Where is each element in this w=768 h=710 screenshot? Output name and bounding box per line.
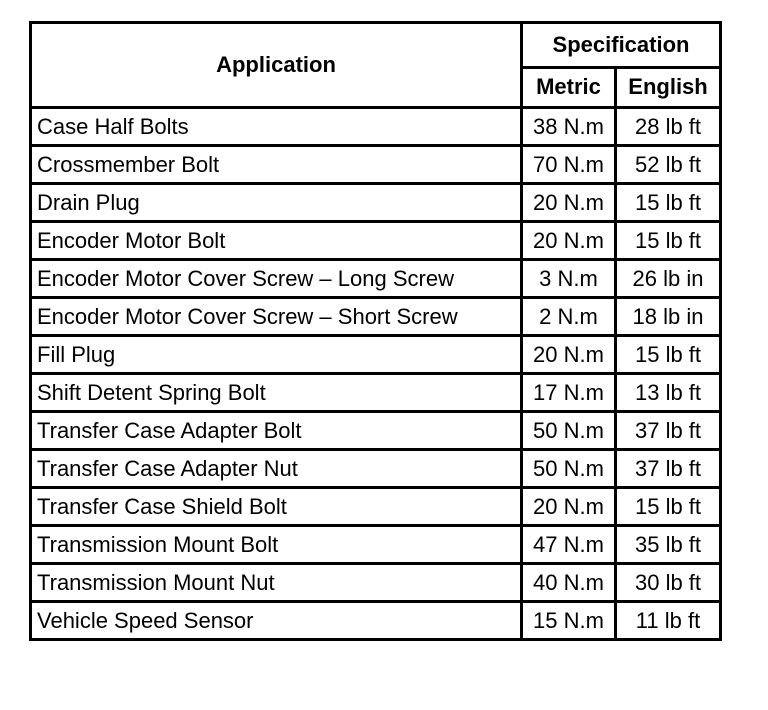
table-row xyxy=(31,564,721,602)
table-row xyxy=(31,108,721,146)
cell-english: 35 lb ft xyxy=(616,526,721,564)
cell-english: 15 lb ft xyxy=(616,184,721,222)
cell-application: Crossmember Bolt xyxy=(31,146,522,184)
cell-metric: 70 N.m xyxy=(522,146,616,184)
table-row xyxy=(31,260,721,298)
cell-english: 30 lb ft xyxy=(616,564,721,602)
cell-english: 13 lb ft xyxy=(616,374,721,412)
cell-english: 37 lb ft xyxy=(616,450,721,488)
cell-english: 15 lb ft xyxy=(616,222,721,260)
header-application: Application xyxy=(31,23,522,108)
cell-english: 52 lb ft xyxy=(616,146,721,184)
cell-application: Encoder Motor Bolt xyxy=(31,222,522,260)
table-row xyxy=(31,146,721,184)
table-row xyxy=(31,526,721,564)
cell-application: Shift Detent Spring Bolt xyxy=(31,374,522,412)
cell-english: 15 lb ft xyxy=(616,488,721,526)
cell-english: 37 lb ft xyxy=(616,412,721,450)
table-row xyxy=(31,374,721,412)
table-row xyxy=(31,222,721,260)
cell-metric: 20 N.m xyxy=(522,488,616,526)
cell-application: Transfer Case Adapter Nut xyxy=(31,450,522,488)
cell-metric: 20 N.m xyxy=(522,184,616,222)
cell-metric: 3 N.m xyxy=(522,260,616,298)
fastener-spec-table xyxy=(29,21,722,641)
cell-english: 11 lb ft xyxy=(616,602,721,640)
cell-metric: 20 N.m xyxy=(522,336,616,374)
cell-application: Transmission Mount Nut xyxy=(31,564,522,602)
cell-english: 15 lb ft xyxy=(616,336,721,374)
table-row xyxy=(31,298,721,336)
cell-application: Encoder Motor Cover Screw – Short Screw xyxy=(31,298,522,336)
table-row xyxy=(31,488,721,526)
cell-metric: 2 N.m xyxy=(522,298,616,336)
header-english: English xyxy=(616,67,721,107)
table-row xyxy=(31,412,721,450)
header-metric: Metric xyxy=(522,67,616,107)
cell-application: Vehicle Speed Sensor xyxy=(31,602,522,640)
cell-metric: 50 N.m xyxy=(522,450,616,488)
cell-metric: 40 N.m xyxy=(522,564,616,602)
cell-application: Encoder Motor Cover Screw – Long Screw xyxy=(31,260,522,298)
cell-metric: 17 N.m xyxy=(522,374,616,412)
table-row xyxy=(31,184,721,222)
cell-application: Drain Plug xyxy=(31,184,522,222)
cell-application: Transfer Case Shield Bolt xyxy=(31,488,522,526)
table-row xyxy=(31,336,721,374)
cell-application: Transfer Case Adapter Bolt xyxy=(31,412,522,450)
cell-application: Transmission Mount Bolt xyxy=(31,526,522,564)
header-specification: Specification xyxy=(522,23,721,68)
cell-metric: 15 N.m xyxy=(522,602,616,640)
table-row xyxy=(31,602,721,640)
table-body xyxy=(31,108,721,640)
cell-metric: 20 N.m xyxy=(522,222,616,260)
cell-application: Case Half Bolts xyxy=(31,108,522,146)
table-row xyxy=(31,450,721,488)
cell-english: 28 lb ft xyxy=(616,108,721,146)
cell-metric: 50 N.m xyxy=(522,412,616,450)
table-header xyxy=(31,23,721,108)
cell-english: 18 lb in xyxy=(616,298,721,336)
cell-application: Fill Plug xyxy=(31,336,522,374)
cell-english: 26 lb in xyxy=(616,260,721,298)
cell-metric: 38 N.m xyxy=(522,108,616,146)
cell-metric: 47 N.m xyxy=(522,526,616,564)
